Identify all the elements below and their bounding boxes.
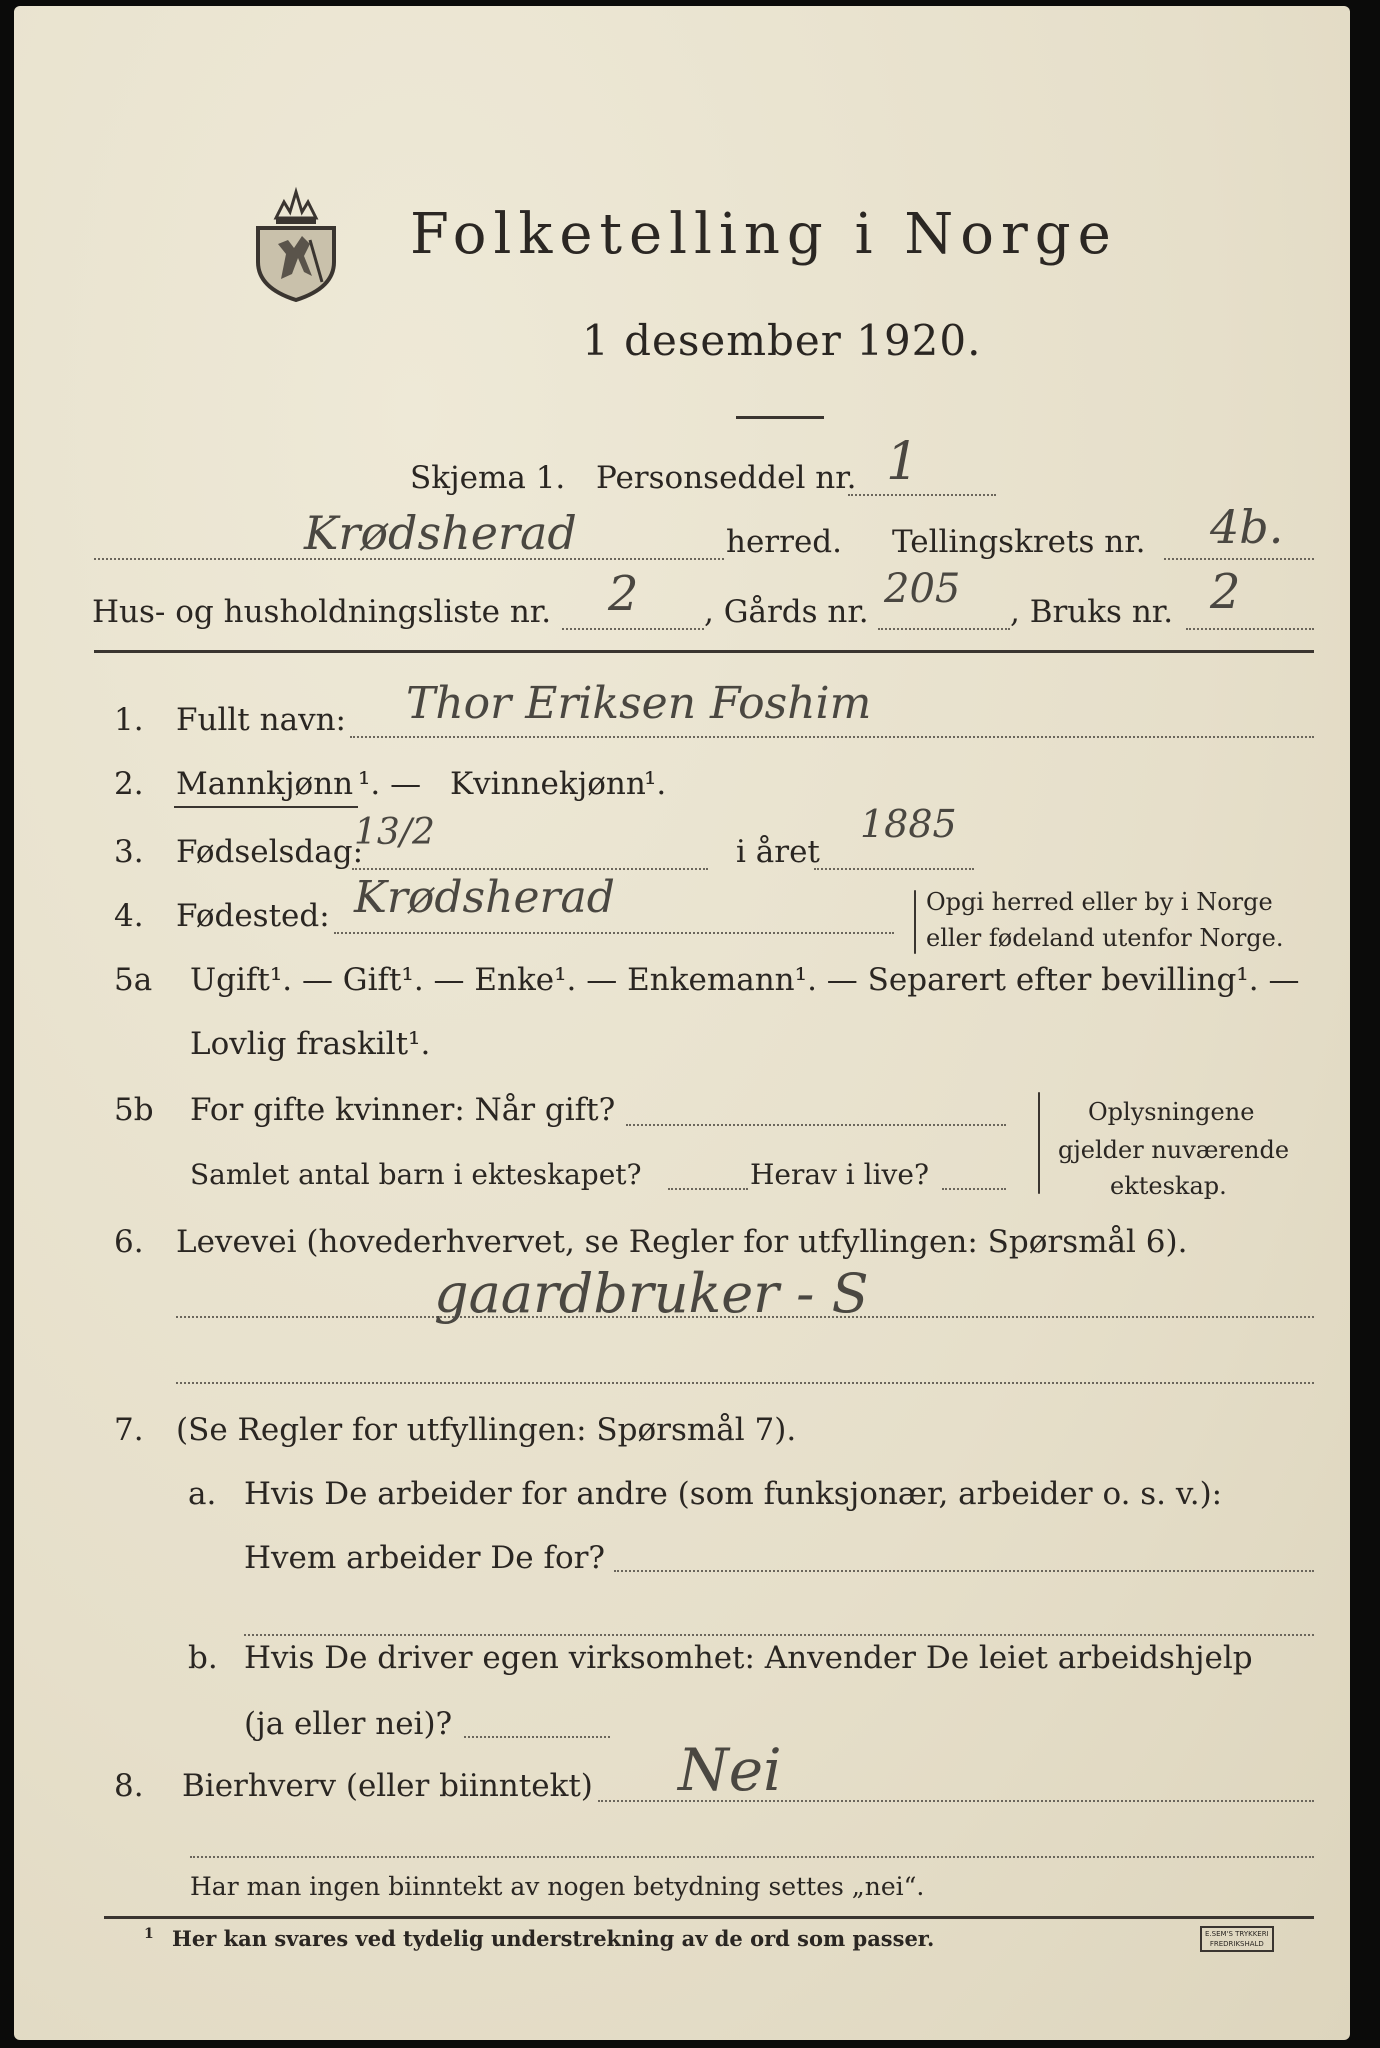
- birthplace-value[interactable]: Krødsherad: [354, 872, 615, 923]
- marital-status-divorced[interactable]: Lovlig fraskilt¹.: [190, 1026, 431, 1062]
- female-suffix: ¹.: [644, 766, 667, 802]
- q6-line2: [176, 1382, 1314, 1384]
- q5a-number: 5a: [114, 962, 153, 998]
- husliste-line: [562, 628, 704, 630]
- q5b-note-line3: ekteskap.: [1110, 1172, 1227, 1200]
- q7a-letter: a.: [188, 1476, 217, 1512]
- printer-stamp-line2: FREDRIKSHALD: [1209, 1940, 1264, 1948]
- herred-value[interactable]: Krødsherad: [304, 506, 577, 560]
- q8-line2: [190, 1856, 1314, 1858]
- q7b-letter: b.: [188, 1640, 218, 1676]
- personseddel-line: [848, 494, 996, 496]
- q3-day-line: [352, 868, 708, 870]
- personseddel-value[interactable]: 1: [886, 432, 920, 492]
- tellingskrets-line: [1164, 558, 1314, 560]
- q1-label: Fullt navn:: [176, 702, 346, 738]
- q5b-note-line1: Oplysningene: [1088, 1098, 1255, 1126]
- q4-note-line2: eller fødeland utenfor Norge.: [926, 924, 1284, 952]
- norway-coat-of-arms-icon: [246, 184, 346, 302]
- printer-stamp: [1200, 1926, 1274, 1952]
- alive-line[interactable]: [942, 1188, 1006, 1190]
- bruks-line: [1186, 628, 1314, 630]
- q4-number: 4.: [114, 898, 144, 934]
- gards-label: , Gårds nr.: [704, 594, 869, 630]
- q5b-number: 5b: [114, 1092, 154, 1128]
- male-underline: [174, 806, 358, 808]
- q7b-line1: Hvis De driver egen virksomhet: Anvender De leiet arbeidshjelp: [244, 1640, 1253, 1676]
- footnote-text: Her kan svares ved tydelig understrekning av de ord som passer.: [172, 1926, 935, 1951]
- q8-note: Har man ingen biinntekt av nogen betydning settes „nei“.: [190, 1872, 925, 1901]
- bruks-value[interactable]: 2: [1210, 564, 1241, 620]
- footnote-mark: 1: [144, 1926, 154, 1942]
- year-label: i året: [736, 834, 820, 870]
- q5b-alive-label: Herav i live?: [750, 1158, 929, 1191]
- q5b-children-label: Samlet antal barn i ekteskapet?: [190, 1158, 642, 1191]
- full-name-value[interactable]: Thor Eriksen Foshim: [406, 678, 872, 729]
- gards-value[interactable]: 205: [884, 566, 961, 612]
- q5b-note-brace: [1038, 1092, 1040, 1194]
- census-form-page: [14, 6, 1350, 2040]
- q3-label: Fødselsdag:: [176, 834, 364, 870]
- q7a-line1: Hvis De arbeider for andre (som funksjonær, arbeider o. s. v.):: [244, 1476, 1223, 1512]
- q6-number: 6.: [114, 1224, 144, 1260]
- tellingskrets-label: Tellingskrets nr.: [892, 524, 1146, 560]
- q4-note-brace: [914, 890, 916, 954]
- skjema-label: Skjema 1.: [410, 460, 566, 496]
- occupation-value[interactable]: gaardbruker - S: [434, 1262, 869, 1325]
- children-line[interactable]: [668, 1188, 748, 1190]
- personseddel-label: Personseddel nr.: [596, 460, 857, 496]
- q6-label: Levevei (hovederhvervet, se Regler for utfyllingen: Spørsmål 6).: [176, 1224, 1188, 1260]
- married-when-line[interactable]: [626, 1124, 1006, 1126]
- q2-number: 2.: [114, 766, 144, 802]
- sex-option-male[interactable]: Mannkjønn: [176, 766, 354, 802]
- form-date: 1 desember 1920.: [582, 316, 982, 365]
- printer-stamp-line1: E.SEM'S TRYKKERI: [1205, 1930, 1269, 1938]
- q8-label: Bierhverv (eller biinntekt): [182, 1768, 593, 1804]
- q7-label: (Se Regler for utfyllingen: Spørsmål 7).: [176, 1412, 797, 1448]
- q1-number: 1.: [114, 702, 144, 738]
- q7-number: 7.: [114, 1412, 144, 1448]
- side-income-value[interactable]: Nei: [678, 1736, 782, 1804]
- bruks-label: , Bruks nr.: [1010, 594, 1174, 630]
- herred-label: herred.: [726, 524, 842, 560]
- q4-line: [334, 932, 894, 934]
- q7b-line2: (ja eller nei)?: [244, 1706, 453, 1742]
- employer-line[interactable]: [614, 1570, 1314, 1572]
- husliste-label: Hus- og husholdningsliste nr.: [92, 594, 552, 630]
- title-divider: [736, 416, 824, 419]
- employer-line2[interactable]: [244, 1634, 1314, 1636]
- q5b-line1: For gifte kvinner: Når gift?: [190, 1092, 616, 1128]
- q3-number: 3.: [114, 834, 144, 870]
- birth-year-value[interactable]: 1885: [860, 802, 957, 846]
- header-rule: [94, 650, 1314, 653]
- sex-separator: ¹. —: [358, 766, 422, 802]
- birth-day-value[interactable]: 13/2: [354, 812, 435, 853]
- marital-status-options[interactable]: Ugift¹. — Gift¹. — Enke¹. — Enkemann¹. — Separert efter bevilling¹. —: [190, 962, 1300, 998]
- q5b-note-line2: gjelder nuværende: [1058, 1136, 1290, 1164]
- hired-help-line[interactable]: [464, 1736, 610, 1738]
- q8-number: 8.: [114, 1768, 144, 1804]
- q1-line: [350, 736, 1314, 738]
- form-title: Folketelling i Norge: [410, 202, 1118, 267]
- q4-note-line1: Opgi herred eller by i Norge: [926, 888, 1273, 916]
- gards-line: [878, 628, 1010, 630]
- q3-year-line: [814, 868, 974, 870]
- husliste-value[interactable]: 2: [608, 566, 639, 622]
- q4-label: Fødested:: [176, 898, 330, 934]
- tellingskrets-value[interactable]: 4b.: [1210, 500, 1284, 554]
- q7a-line2: Hvem arbeider De for?: [244, 1540, 606, 1576]
- sex-option-female[interactable]: Kvinnekjønn: [450, 766, 646, 802]
- footer-rule: [104, 1916, 1314, 1919]
